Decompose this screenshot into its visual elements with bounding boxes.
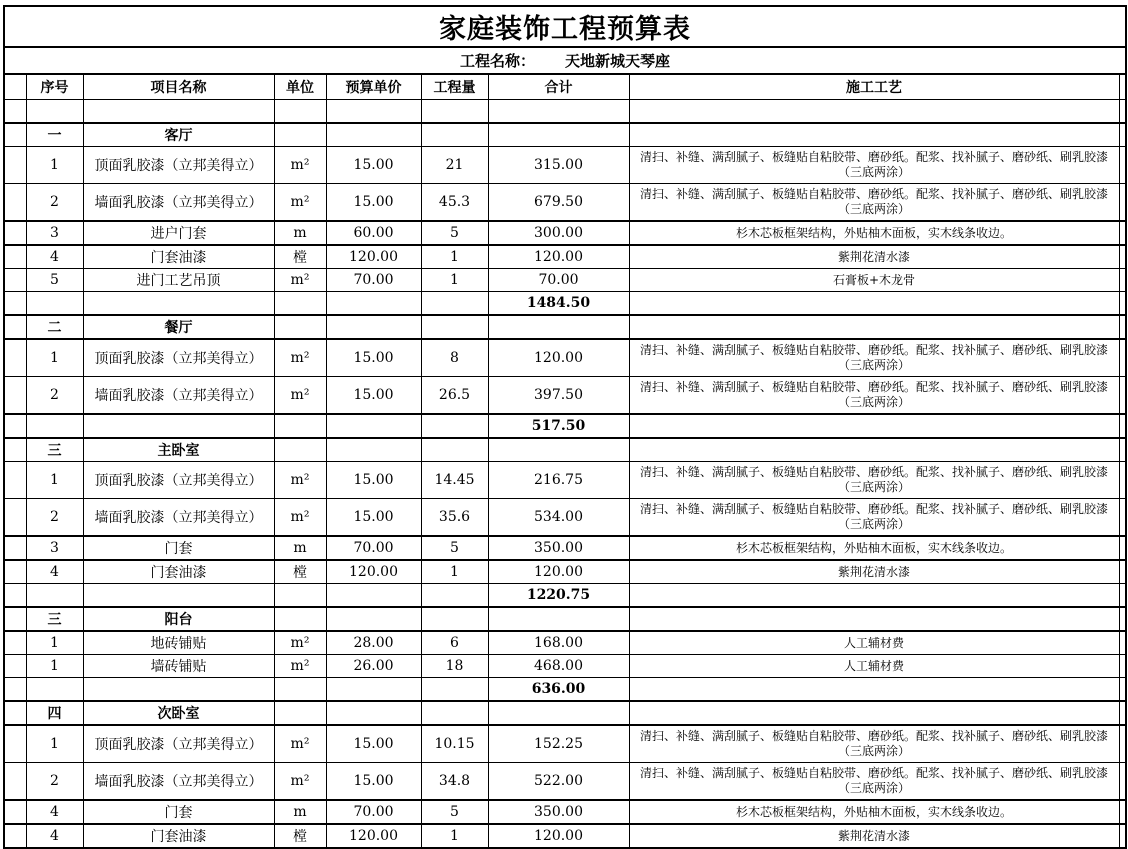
cell-name [83,100,274,124]
cell-no: 1 [26,339,83,377]
cell-margin-left [4,655,26,678]
cell-margin-left [4,607,26,631]
cell-price [326,678,421,702]
cell-price: 60.00 [326,221,421,245]
cell-price [326,438,421,462]
cell-no: 5 [26,269,83,292]
header-process: 施工工艺 [629,74,1119,100]
cell-no: 二 [26,315,83,339]
cell-name [83,414,274,438]
cell-qty: 1 [421,824,488,848]
cell-process: 清扫、补缝、满刮腻子、板缝贴自粘胶带、磨砂纸。配浆、找补腻子、磨砂纸、刷乳胶漆（三底两涂） [629,462,1119,499]
cell-qty: 1 [421,269,488,292]
cell-margin-right [1119,584,1126,608]
cell-margin-right [1119,221,1126,245]
cell-unit [274,584,326,608]
cell-process: 杉木芯板框架结构，外贴柚木面板，实木线条收边。 [629,800,1119,824]
table-row [4,584,1126,608]
cell-qty: 5 [421,800,488,824]
cell-unit: m² [274,462,326,499]
cell-price: 120.00 [326,560,421,584]
cell-process: 清扫、补缝、满刮腻子、板缝贴自粘胶带、磨砂纸。配浆、找补腻子、磨砂纸、刷乳胶漆（三底两涂） [629,184,1119,222]
cell-total: 216.75 [488,462,629,499]
cell-margin-right [1119,800,1126,824]
table-row [4,184,1126,222]
cell-unit: m² [274,147,326,184]
cell-name: 顶面乳胶漆（立邦美得立） [83,339,274,377]
cell-price [326,701,421,725]
cell-margin-right [1119,315,1126,339]
cell-price: 120.00 [326,245,421,269]
cell-unit: m [274,221,326,245]
budget-table [3,5,1127,849]
cell-process: 清扫、补缝、满刮腻子、板缝贴自粘胶带、磨砂纸。配浆、找补腻子、磨砂纸、刷乳胶漆（三底两涂） [629,725,1119,763]
cell-margin-left [4,800,26,824]
cell-qty: 1 [421,245,488,269]
cell-margin-right [1119,462,1126,499]
cell-no: 4 [26,560,83,584]
title-row [4,6,1126,47]
cell-process: 人工辅材费 [629,655,1119,678]
table-row [4,315,1126,339]
cell-price: 26.00 [326,655,421,678]
cell-total: 315.00 [488,147,629,184]
cell-unit [274,292,326,316]
table-row [4,631,1126,655]
cell-margin-left [4,560,26,584]
cell-price: 70.00 [326,800,421,824]
cell-total: 534.00 [488,499,629,537]
cell-margin-left [4,631,26,655]
cell-total [488,438,629,462]
table-row [4,123,1126,147]
table-row [4,438,1126,462]
cell-price: 15.00 [326,725,421,763]
cell-unit: m² [274,631,326,655]
project-name-cell [4,47,1126,74]
cell-qty: 34.8 [421,763,488,801]
cell-price: 120.00 [326,824,421,848]
cell-process [629,701,1119,725]
cell-qty: 10.15 [421,725,488,763]
cell-unit [274,414,326,438]
cell-no: 2 [26,184,83,222]
cell-price [326,292,421,316]
cell-qty: 5 [421,221,488,245]
cell-name: 顶面乳胶漆（立邦美得立） [83,462,274,499]
cell-unit: m² [274,269,326,292]
cell-no: 三 [26,607,83,631]
cell-name: 门套油漆 [83,245,274,269]
table-row [4,560,1126,584]
header-unit-price: 预算单价 [326,74,421,100]
cell-name: 墙砖铺贴 [83,655,274,678]
cell-margin-right [1119,607,1126,631]
cell-process: 杉木芯板框架结构，外贴柚木面板，实木线条收边。 [629,536,1119,560]
header-quantity: 工程量 [421,74,488,100]
cell-margin-right [1119,678,1126,702]
cell-margin-left [4,584,26,608]
cell-total: 168.00 [488,631,629,655]
table-row [4,701,1126,725]
cell-qty [421,292,488,316]
cell-price [326,123,421,147]
cell-name [83,678,274,702]
cell-total: 300.00 [488,221,629,245]
table-row [4,245,1126,269]
cell-total: 468.00 [488,655,629,678]
cell-total: 120.00 [488,245,629,269]
cell-process: 清扫、补缝、满刮腻子、板缝贴自粘胶带、磨砂纸。配浆、找补腻子、磨砂纸、刷乳胶漆（三底两涂） [629,147,1119,184]
cell-margin-right [1119,377,1126,415]
cell-margin-left [4,315,26,339]
table-row [4,414,1126,438]
cell-process [629,438,1119,462]
cell-margin-right [1119,414,1126,438]
cell-total: 1220.75 [488,584,629,608]
cell-margin-left [4,184,26,222]
cell-margin-left [4,100,26,124]
cell-unit [274,701,326,725]
cell-margin-right [1119,147,1126,184]
cell-unit: 樘 [274,824,326,848]
column-header-row [4,74,1126,100]
table-row [4,800,1126,824]
cell-total: 517.50 [488,414,629,438]
cell-unit: m [274,536,326,560]
cell-margin-right [1119,725,1126,763]
cell-no [26,414,83,438]
table-row [4,499,1126,537]
cell-margin-left [4,462,26,499]
table-row [4,655,1126,678]
cell-process: 人工辅材费 [629,631,1119,655]
cell-unit: m [274,800,326,824]
cell-margin-left [4,499,26,537]
project-name-value: 天地新城天琴座 [565,52,671,70]
cell-margin-right [1119,100,1126,124]
cell-name: 墙面乳胶漆（立邦美得立） [83,184,274,222]
cell-price: 70.00 [326,536,421,560]
cell-unit: m² [274,339,326,377]
cell-no: 4 [26,245,83,269]
cell-margin-left [4,245,26,269]
page-title: 家庭装饰工程预算表 [4,6,1126,47]
cell-margin-left [4,824,26,848]
cell-margin-left [4,292,26,316]
cell-margin-left [4,763,26,801]
cell-name: 地砖铺贴 [83,631,274,655]
cell-margin-right [1119,560,1126,584]
cell-process: 清扫、补缝、满刮腻子、板缝贴自粘胶带、磨砂纸。配浆、找补腻子、磨砂纸、刷乳胶漆（三底两涂） [629,499,1119,537]
cell-total [488,607,629,631]
cell-total: 522.00 [488,763,629,801]
project-name-label: 工程名称： [460,52,536,70]
cell-margin-right [1119,245,1126,269]
table-row [4,607,1126,631]
table-row [4,536,1126,560]
cell-process [629,414,1119,438]
cell-unit: m² [274,725,326,763]
cell-total: 397.50 [488,377,629,415]
cell-margin-right [1119,339,1126,377]
cell-total [488,100,629,124]
cell-margin-left [4,678,26,702]
cell-qty [421,315,488,339]
cell-unit: m² [274,499,326,537]
cell-price: 28.00 [326,631,421,655]
cell-process [629,292,1119,316]
cell-qty: 45.3 [421,184,488,222]
cell-no: 4 [26,800,83,824]
cell-total: 120.00 [488,339,629,377]
cell-qty: 26.5 [421,377,488,415]
header-margin-left [4,74,26,100]
cell-no: 一 [26,123,83,147]
cell-margin-left [4,339,26,377]
table-row [4,100,1126,124]
table-row [4,221,1126,245]
cell-no: 四 [26,701,83,725]
cell-price: 15.00 [326,184,421,222]
table-row [4,147,1126,184]
cell-total: 152.25 [488,725,629,763]
cell-name: 门套油漆 [83,560,274,584]
cell-total: 120.00 [488,824,629,848]
cell-total: 636.00 [488,678,629,702]
cell-qty: 1 [421,560,488,584]
cell-price: 15.00 [326,499,421,537]
cell-name: 顶面乳胶漆（立邦美得立） [83,725,274,763]
header-margin-right [1119,74,1126,100]
cell-price [326,584,421,608]
cell-name: 客厅 [83,123,274,147]
cell-price: 15.00 [326,377,421,415]
header-unit: 单位 [274,74,326,100]
cell-qty [421,701,488,725]
cell-unit [274,678,326,702]
cell-qty [421,123,488,147]
cell-qty: 6 [421,631,488,655]
cell-unit: 樘 [274,245,326,269]
cell-margin-right [1119,631,1126,655]
cell-qty [421,607,488,631]
table-row [4,462,1126,499]
cell-price [326,414,421,438]
project-name-row [4,47,1126,74]
cell-unit: m² [274,763,326,801]
cell-total [488,315,629,339]
cell-total [488,123,629,147]
cell-name: 墙面乳胶漆（立邦美得立） [83,499,274,537]
cell-margin-left [4,377,26,415]
header-total: 合计 [488,74,629,100]
cell-margin-left [4,701,26,725]
cell-margin-right [1119,655,1126,678]
cell-name: 门套油漆 [83,824,274,848]
cell-qty: 8 [421,339,488,377]
cell-unit [274,438,326,462]
cell-unit: m² [274,377,326,415]
cell-margin-right [1119,292,1126,316]
cell-qty: 21 [421,147,488,184]
cell-process: 紫荆花清水漆 [629,245,1119,269]
cell-total: 70.00 [488,269,629,292]
cell-margin-right [1119,536,1126,560]
cell-process [629,315,1119,339]
table-row [4,678,1126,702]
cell-name: 顶面乳胶漆（立邦美得立） [83,147,274,184]
cell-margin-left [4,147,26,184]
cell-process [629,584,1119,608]
cell-qty [421,100,488,124]
cell-total: 679.50 [488,184,629,222]
cell-no [26,292,83,316]
cell-process: 清扫、补缝、满刮腻子、板缝贴自粘胶带、磨砂纸。配浆、找补腻子、磨砂纸、刷乳胶漆（三底两涂） [629,339,1119,377]
cell-name: 墙面乳胶漆（立邦美得立） [83,763,274,801]
cell-no: 4 [26,824,83,848]
cell-no: 三 [26,438,83,462]
table-row [4,763,1126,801]
cell-process [629,123,1119,147]
header-item-name: 项目名称 [83,74,274,100]
cell-margin-left [4,536,26,560]
cell-total [488,701,629,725]
cell-price: 15.00 [326,339,421,377]
cell-no: 2 [26,377,83,415]
cell-qty [421,584,488,608]
cell-process: 石膏板+木龙骨 [629,269,1119,292]
cell-no [26,678,83,702]
cell-margin-right [1119,184,1126,222]
cell-qty [421,678,488,702]
cell-margin-right [1119,763,1126,801]
cell-margin-left [4,221,26,245]
cell-no: 3 [26,536,83,560]
cell-unit: 樘 [274,560,326,584]
cell-no [26,100,83,124]
cell-name [83,584,274,608]
table-row [4,725,1126,763]
table-row [4,824,1126,848]
cell-price [326,315,421,339]
cell-name: 主卧室 [83,438,274,462]
cell-name: 次卧室 [83,701,274,725]
cell-no: 1 [26,655,83,678]
cell-margin-right [1119,701,1126,725]
cell-unit [274,123,326,147]
cell-no: 2 [26,499,83,537]
table-row [4,377,1126,415]
cell-qty: 14.45 [421,462,488,499]
cell-process [629,678,1119,702]
cell-price [326,100,421,124]
cell-process: 清扫、补缝、满刮腻子、板缝贴自粘胶带、磨砂纸。配浆、找补腻子、磨砂纸、刷乳胶漆（三底两涂） [629,377,1119,415]
cell-margin-left [4,269,26,292]
cell-margin-left [4,438,26,462]
cell-name: 餐厅 [83,315,274,339]
cell-no: 1 [26,631,83,655]
cell-name: 阳台 [83,607,274,631]
cell-qty [421,414,488,438]
cell-process: 紫荆花清水漆 [629,560,1119,584]
table-row [4,292,1126,316]
cell-price: 70.00 [326,269,421,292]
cell-unit [274,100,326,124]
cell-process: 杉木芯板框架结构，外贴柚木面板，实木线条收边。 [629,221,1119,245]
cell-qty: 5 [421,536,488,560]
cell-total: 120.00 [488,560,629,584]
cell-no: 2 [26,763,83,801]
cell-unit: m² [274,655,326,678]
cell-name: 门套 [83,800,274,824]
table-row [4,339,1126,377]
cell-process [629,607,1119,631]
cell-qty: 18 [421,655,488,678]
cell-no: 3 [26,221,83,245]
cell-price [326,607,421,631]
cell-name [83,292,274,316]
table-body [4,100,1126,849]
cell-unit [274,315,326,339]
cell-total: 1484.50 [488,292,629,316]
cell-process [629,100,1119,124]
cell-price: 15.00 [326,147,421,184]
cell-no: 1 [26,462,83,499]
cell-name: 墙面乳胶漆（立邦美得立） [83,377,274,415]
cell-price: 15.00 [326,763,421,801]
cell-unit: m² [274,184,326,222]
cell-margin-right [1119,123,1126,147]
cell-margin-right [1119,269,1126,292]
cell-process: 紫荆花清水漆 [629,824,1119,848]
cell-no: 1 [26,147,83,184]
cell-name: 进门工艺吊顶 [83,269,274,292]
cell-process: 清扫、补缝、满刮腻子、板缝贴自粘胶带、磨砂纸。配浆、找补腻子、磨砂纸、刷乳胶漆（三底两涂） [629,763,1119,801]
cell-margin-right [1119,438,1126,462]
cell-qty [421,438,488,462]
cell-name: 进户门套 [83,221,274,245]
cell-margin-left [4,123,26,147]
table-row [4,269,1126,292]
cell-no: 1 [26,725,83,763]
cell-qty: 35.6 [421,499,488,537]
cell-margin-left [4,414,26,438]
header-no: 序号 [26,74,83,100]
cell-total: 350.00 [488,536,629,560]
cell-total: 350.00 [488,800,629,824]
cell-margin-left [4,725,26,763]
cell-name: 门套 [83,536,274,560]
cell-no [26,584,83,608]
cell-unit [274,607,326,631]
cell-price: 15.00 [326,462,421,499]
cell-margin-right [1119,824,1126,848]
cell-margin-right [1119,499,1126,537]
